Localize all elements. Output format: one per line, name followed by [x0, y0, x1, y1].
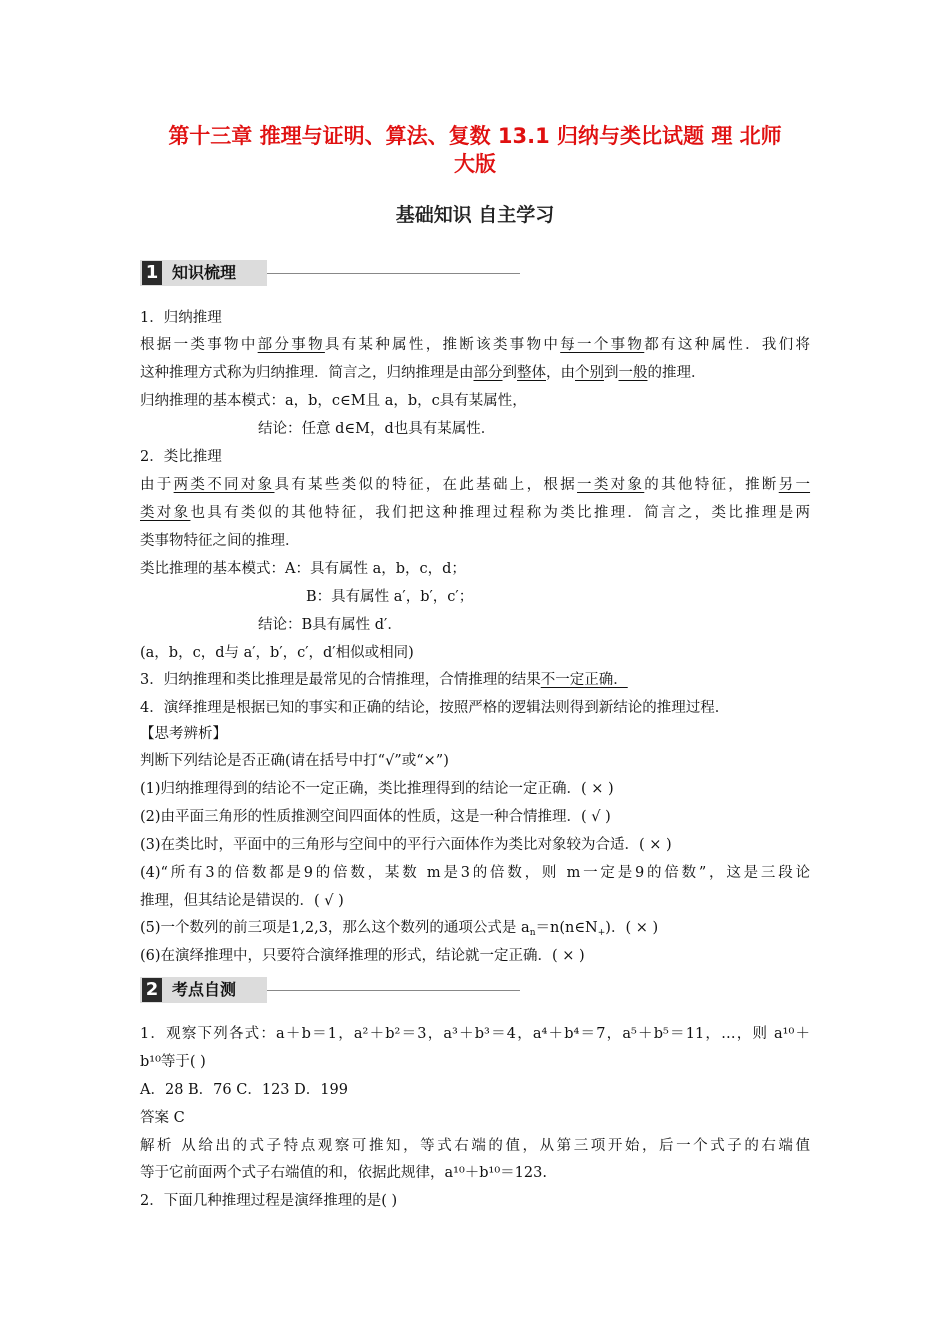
text-run: 都有这种属性．我们将 — [644, 337, 811, 353]
think-item: (3)在类比时，平面中的三角形与空间中的平行六面体作为类比对象较为合适．( × ) — [140, 837, 672, 853]
section-rule — [267, 990, 520, 991]
section-header-self-test — [140, 977, 520, 1003]
think-item: (6)在演绎推理中，只要符合演绎推理的形式，结论就一定正确．( × ) — [140, 948, 585, 964]
document-title — [120, 122, 830, 178]
underlined-term: 类对象 — [140, 505, 191, 521]
paragraph-line — [140, 475, 810, 495]
underlined-term: 一般 — [618, 365, 648, 381]
section-number: 1 — [142, 261, 162, 285]
section-header-knowledge — [140, 260, 520, 286]
paragraph-line: B：具有属性 a′，b′，c′； — [306, 589, 474, 605]
think-intro: 判断下列结论是否正确(请在括号中打“√”或“×”) — [140, 753, 449, 769]
think-item: (1)归纳推理得到的结论不一定正确，类比推理得到的结论一定正确．( × ) — [140, 781, 614, 797]
underlined-term: 部分事物 — [257, 337, 325, 353]
paragraph-line — [140, 503, 810, 523]
paragraph-line: 结论：B具有属性 d′． — [258, 617, 402, 633]
question-1-stem-cont: b¹⁰等于( ) — [140, 1054, 206, 1070]
text-run: 3．归纳推理和类比推理是最常见的合情推理，合情推理的结果 — [140, 672, 541, 688]
subscript: n — [529, 928, 536, 938]
subscript: + — [597, 928, 606, 938]
think-heading: 【思考辨析】 — [140, 726, 227, 742]
paragraph-line: 归纳推理的基本模式：a，b，c∈M且 a，b，c具有某属性， — [140, 393, 527, 409]
underlined-term: 每一个事物 — [560, 337, 645, 353]
paragraph-line — [140, 670, 628, 690]
text-run: (5)一个数列的前三项是1,2,3，那么这个数列的通项公式是 a — [140, 920, 530, 936]
text-run: ，由 — [546, 365, 575, 381]
underlined-term: 整体 — [517, 365, 546, 381]
underlined-term: 不一定正确． — [540, 672, 628, 688]
title-line-2: 大版 — [454, 152, 496, 176]
think-item — [140, 918, 658, 938]
question-1-analysis-cont: 等于它前面两个式子右端值的和，依据此规律，a¹⁰＋b¹⁰＝123. — [140, 1165, 547, 1181]
text-run: ＝n(n∈N — [535, 920, 598, 936]
text-run: 也具有类似的其他特征，我们把这种推理过程称为类比推理．简言之，类比推理是两 — [190, 505, 811, 521]
text-run: 由于 — [140, 477, 174, 493]
question-2-stem: 2．下面几种推理过程是演绎推理的是( ) — [140, 1193, 398, 1209]
title-line-1: 第十三章 推理与证明、算法、复数 13.1 归纳与类比试题 理 北师 — [168, 124, 782, 148]
underlined-term: 个别 — [575, 365, 604, 381]
text-run: 到 — [502, 365, 517, 381]
text-run: 这种推理方式称为归纳推理．简言之，归纳推理是由 — [140, 365, 474, 381]
text-run: 的其他特征，推断 — [644, 477, 779, 493]
think-item: (4)“所有3的倍数都是9的倍数，某数 m是3的倍数，则 m一定是9的倍数”，这是三段论 — [140, 865, 810, 881]
section-subtitle: 基础知识 自主学习 — [395, 204, 555, 226]
section-label: 考点自测 — [172, 980, 237, 999]
question-1-options: A．28 B．76 C．123 D．199 — [140, 1082, 348, 1098]
paragraph-line: 4．演绎推理是根据已知的事实和正确的结论，按照严格的逻辑法则得到新结论的推理过程． — [140, 700, 730, 716]
paragraph-line: 类事物特征之间的推理． — [140, 533, 300, 549]
underlined-term: 两类不同对象 — [173, 477, 275, 493]
question-1-stem: 1．观察下列各式：a＋b＝1，a²＋b²＝3，a³＋b³＝4，a⁴＋b⁴＝7，a⁵＋b⁵＝11，…，则 a¹⁰＋ — [140, 1026, 810, 1042]
think-item: (2)由平面三角形的性质推测空间四面体的性质，这是一种合情推理．( √ ) — [140, 809, 611, 825]
question-1-analysis: 解析 从给出的式子特点观察可推知，等式右端的值，从第三项开始，后一个式子的右端值 — [140, 1138, 810, 1154]
text-run: 的推理． — [647, 365, 706, 381]
underlined-term: 另一 — [778, 477, 811, 493]
paragraph-line — [140, 335, 810, 355]
heading-analogy: 2．类比推理 — [140, 449, 222, 465]
paragraph-line — [140, 363, 706, 383]
question-1-answer: 答案 C — [140, 1110, 185, 1126]
paragraph-line: 类比推理的基本模式：A：具有属性 a，b，c，d； — [140, 561, 466, 577]
heading-induction: 1．归纳推理 — [140, 310, 222, 326]
text-run: 具有某种属性，推断该类事物中 — [324, 337, 561, 353]
paragraph-line: (a，b，c，d与 a′，b′，c′，d′相似或相同) — [140, 645, 414, 661]
text-run: 到 — [604, 365, 619, 381]
text-run: 根据一类事物中 — [140, 337, 258, 353]
section-number: 2 — [142, 978, 162, 1002]
section-label: 知识梳理 — [172, 263, 237, 282]
think-item: 推理，但其结论是错误的．( √ ) — [140, 893, 344, 909]
text-run: 具有某些类似的特征，在此基础上，根据 — [274, 477, 578, 493]
section-rule — [267, 273, 520, 274]
underlined-term: 一类对象 — [577, 477, 645, 493]
text-run: )．( × ) — [605, 920, 659, 936]
paragraph-line: 结论：任意 d∈M，d也具有某属性． — [258, 421, 496, 437]
underlined-term: 部分 — [473, 365, 503, 381]
